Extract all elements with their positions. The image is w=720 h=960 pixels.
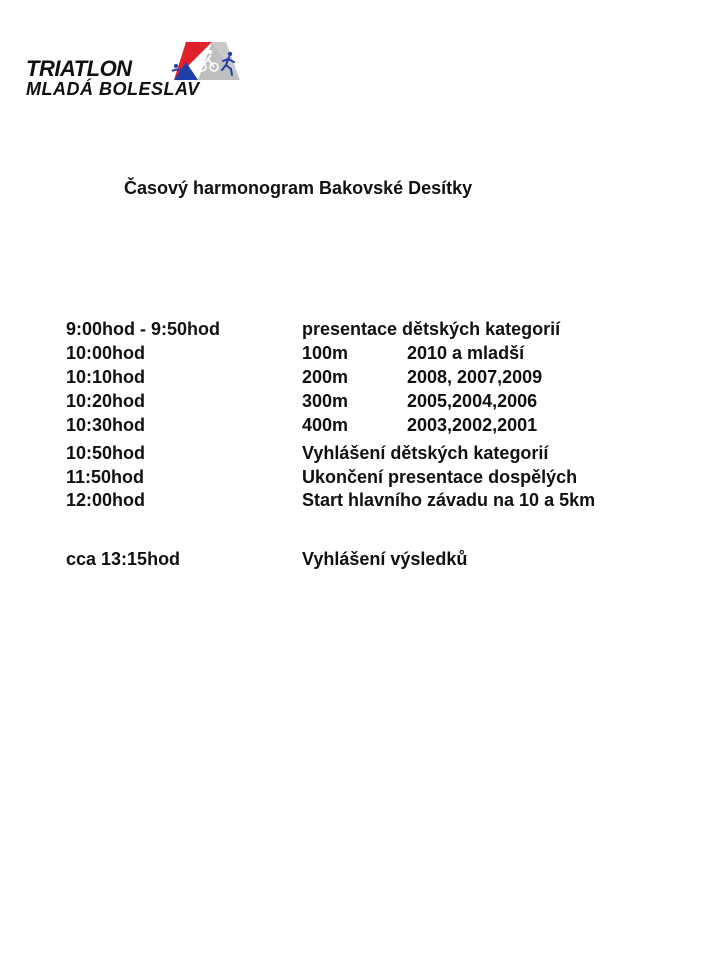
schedule-detail: 2003,2002,2001 (407, 415, 538, 435)
schedule-time: 10:10hod (66, 367, 146, 387)
schedule-event: 200m (302, 367, 349, 387)
schedule-time: 10:50hod (66, 443, 146, 463)
schedule-detail: 2008, 2007,2009 (407, 367, 543, 387)
schedule-time: 12:00hod (66, 490, 146, 510)
schedule-event: Ukončení presentace dospělých (302, 467, 578, 487)
schedule-event: Vyhlášení výsledků (302, 549, 468, 569)
schedule-time: 10:20hod (66, 391, 146, 411)
schedule-time: 10:00hod (66, 343, 146, 363)
schedule-event: Start hlavního závadu na 10 a 5km (302, 490, 596, 510)
schedule-detail: 2005,2004,2006 (407, 391, 538, 411)
schedule-event: presentace dětských kategorií (302, 319, 561, 339)
schedule-time: 11:50hod (66, 467, 145, 487)
schedule-event: Vyhlášení dětských kategorií (302, 443, 549, 463)
logo-text-mlada-boleslav: MLADÁ BOLESLAV (26, 79, 200, 99)
logo-text-triatlon: TRIATLON (26, 56, 132, 81)
schedule-time: cca 13:15hod (66, 549, 181, 569)
schedule-time: 9:00hod - 9:50hod (66, 319, 221, 339)
page-title: Časový harmonogram Bakovské Desítky (124, 178, 473, 198)
schedule-event: 400m (302, 415, 349, 435)
logo-triangles-icon (168, 42, 256, 80)
logo-triatlon-mlada-boleslav (26, 40, 256, 102)
schedule-detail: 2010 a mladší (407, 343, 525, 363)
schedule-event: 100m (302, 343, 349, 363)
schedule-event: 300m (302, 391, 349, 411)
schedule-time: 10:30hod (66, 415, 146, 435)
